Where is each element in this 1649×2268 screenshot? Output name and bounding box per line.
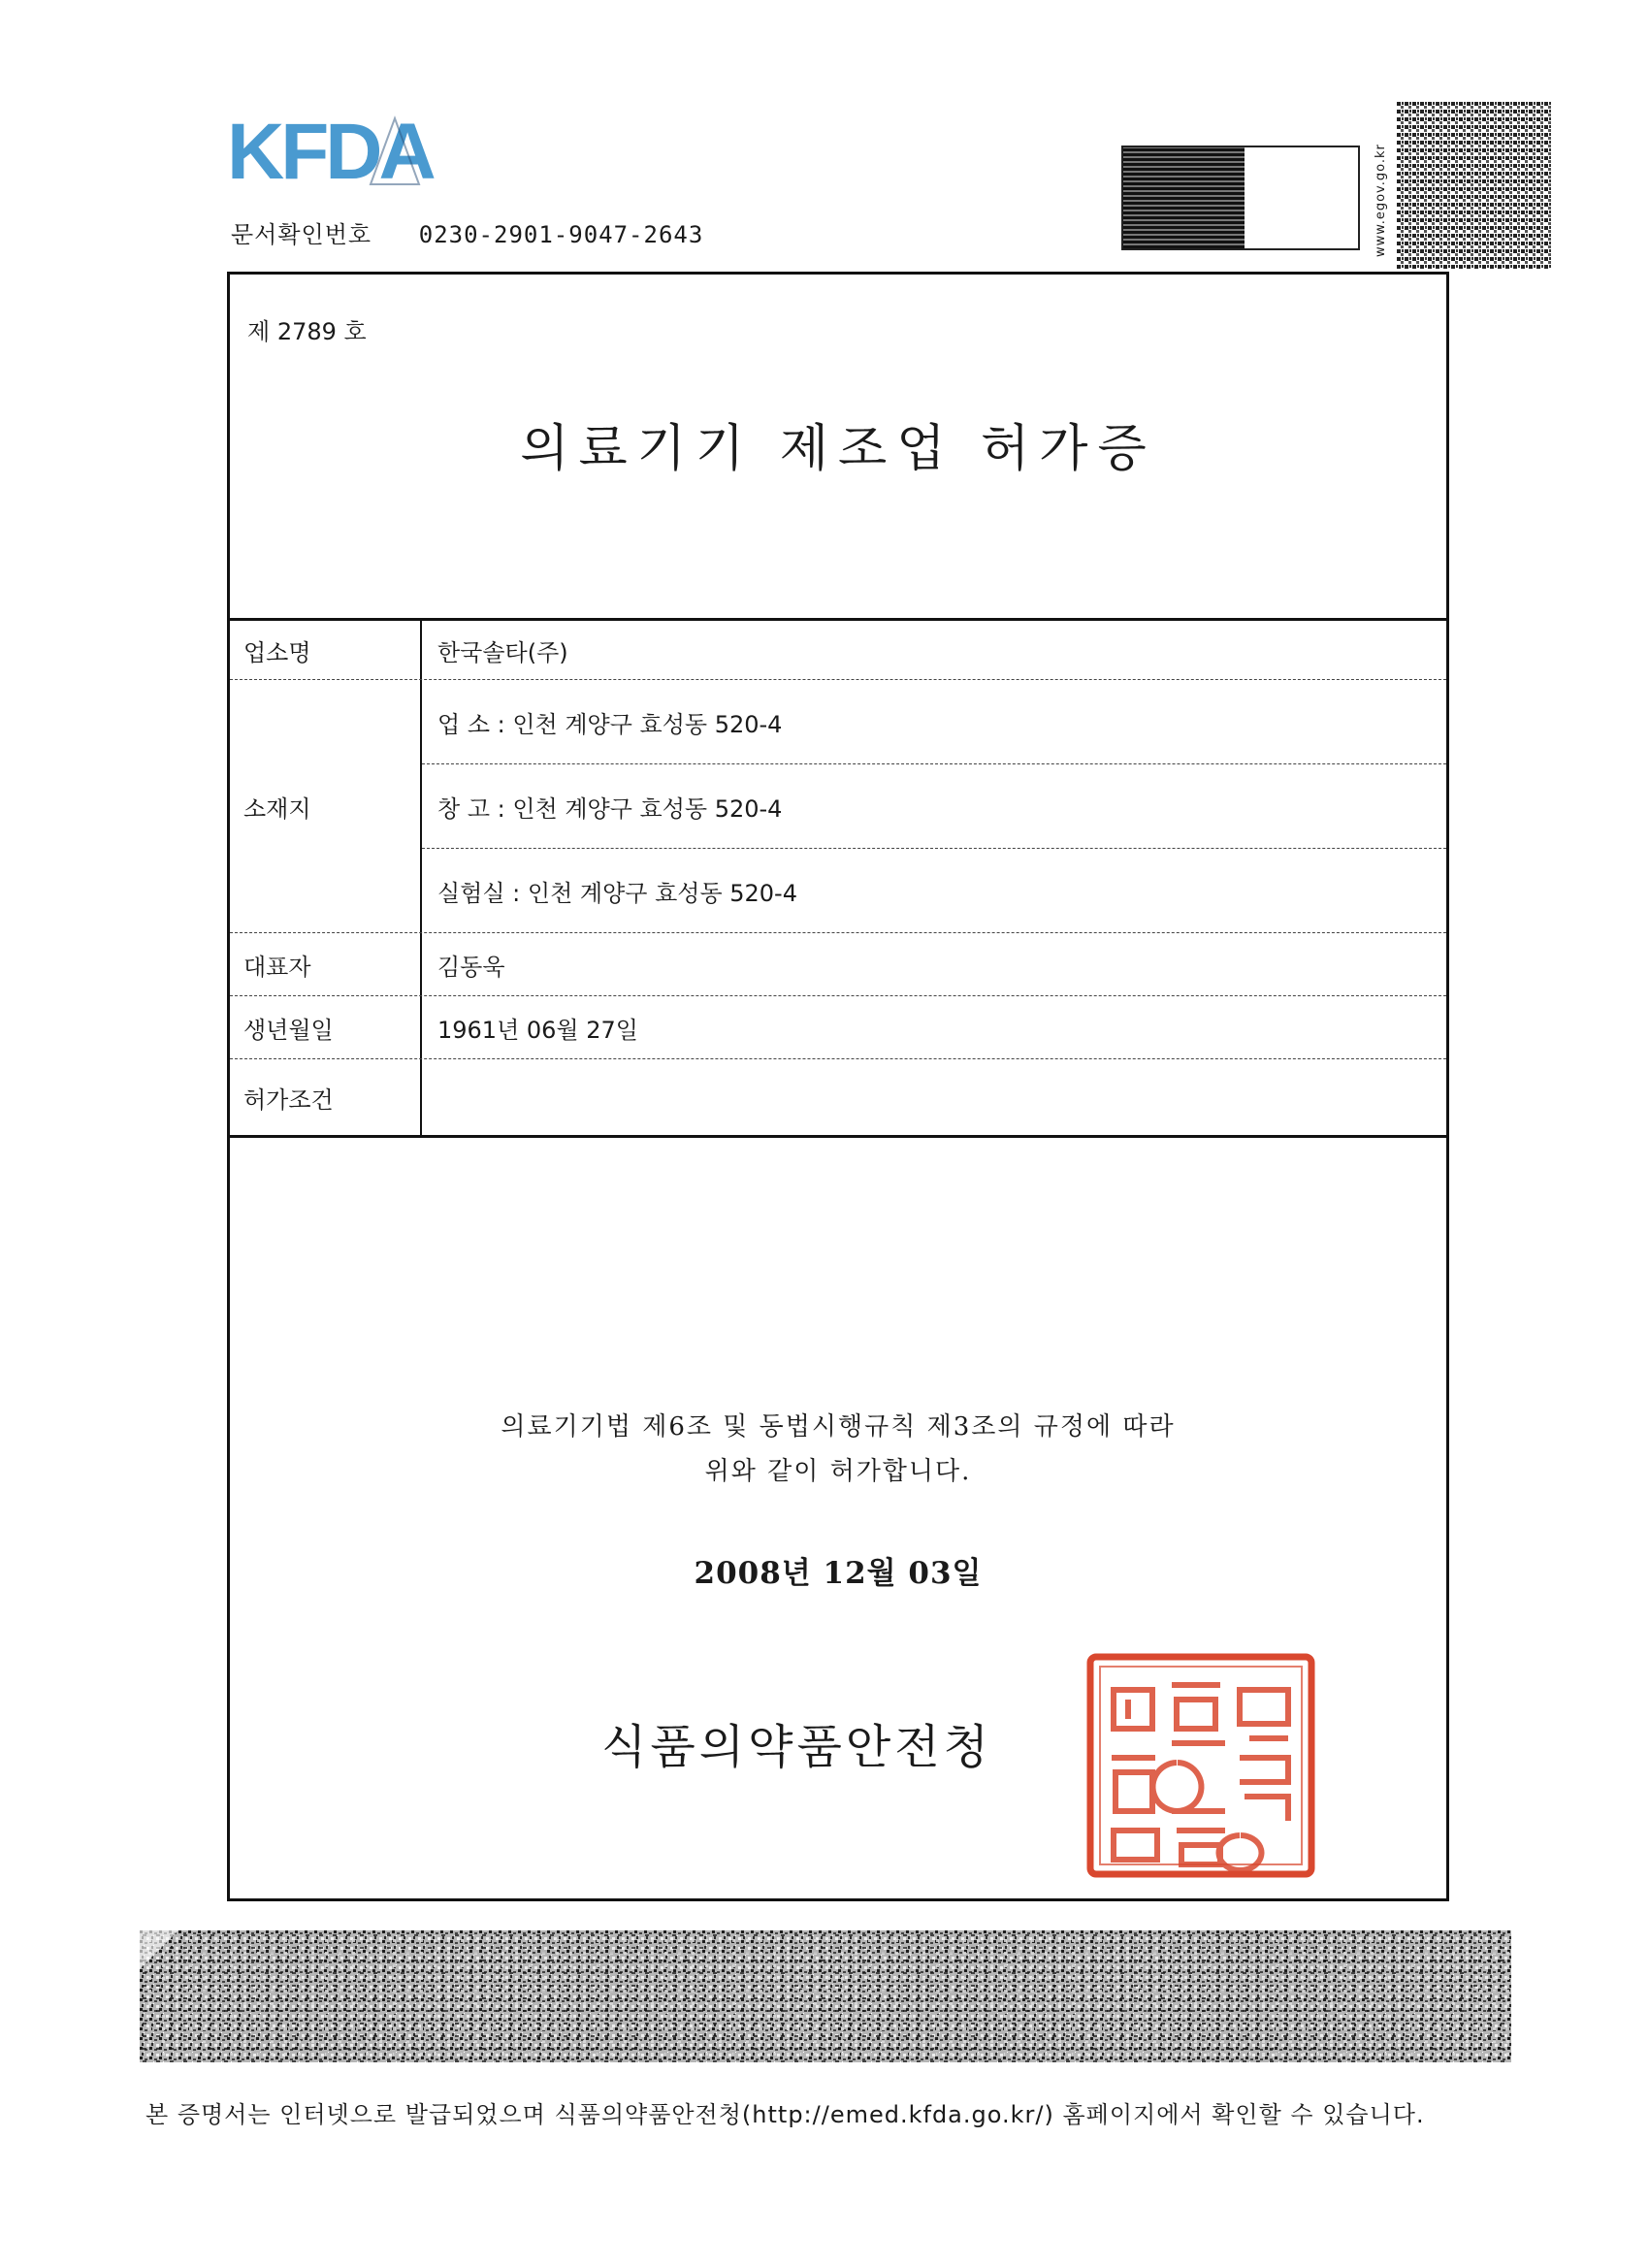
conditions-label: 허가조건 (230, 1059, 422, 1135)
document-check-number (231, 215, 703, 249)
birthdate-value: 1961년 06월 27일 (437, 1016, 638, 1044)
egov-url: www.egov.go.kr (1374, 144, 1388, 257)
info-table (230, 618, 1446, 1138)
location-lab: 실험실 : 인천 계양구 효성동 520-4 (437, 879, 797, 907)
representative-label: 대표자 (230, 933, 422, 995)
doc-check-value: 0230-2901-9047-2643 (418, 221, 704, 248)
footer-note: 본 증명서는 인터넷으로 발급되었으며 식품의약품안전청(http://emed.kfda.go.kr/) 홈페이지에서 확인할 수 있습니다. (146, 2101, 1425, 2128)
company-label: 업소명 (230, 621, 422, 679)
issue-date: 2008년 12월 03일 (694, 1556, 983, 1591)
conditions-value (422, 1059, 1446, 1135)
birthdate-label: 생년월일 (230, 996, 422, 1058)
statement-line-2: 위와 같이 허가합니다. (704, 1457, 972, 1486)
2d-barcode (1397, 102, 1552, 269)
certificate-title: 의료기기 제조업 허가증 (520, 420, 1156, 478)
statement-line-1: 의료기기법 제6조 및 동법시행규칙 제3조의 규정에 따라 (501, 1412, 1176, 1442)
kfda-logo (225, 109, 438, 196)
barcode-pattern (1123, 147, 1245, 248)
row-conditions (230, 1059, 1446, 1135)
location-warehouse: 창 고 : 인천 계양구 효성동 520-4 (422, 764, 1446, 849)
company-value: 한국솔타(주) (437, 638, 568, 666)
row-company (230, 621, 1446, 680)
doc-check-label: 문서확인번호 (231, 221, 372, 248)
row-representative (230, 933, 1446, 996)
official-seal (1084, 1651, 1317, 1880)
issuer-name: 식품의약품안전청 (601, 1720, 992, 1774)
location-business: 업 소 : 인천 계양구 효성동 520-4 (422, 680, 1446, 764)
logo-text: KFDA (227, 109, 433, 196)
representative-value: 김동욱 (437, 953, 505, 981)
security-pattern (140, 1930, 1511, 2062)
row-birthdate (230, 996, 1446, 1059)
location-lines (422, 680, 1446, 932)
certificate-number: 제 2789 호 (247, 318, 367, 345)
barcode (1121, 146, 1360, 250)
authorization-statement (227, 1405, 1449, 1494)
location-label: 소재지 (230, 680, 422, 932)
row-location (230, 680, 1446, 933)
